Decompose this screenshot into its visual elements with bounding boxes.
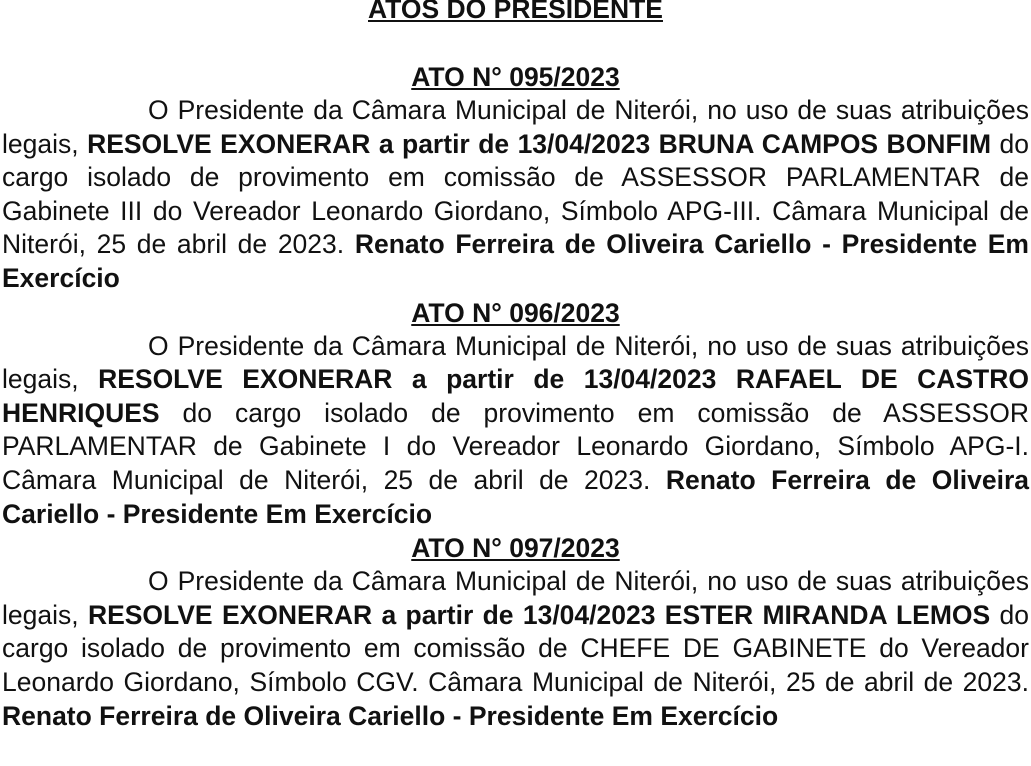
ato-signature: Renato Ferreira de Oliveira Cariello - Presidente Em Exercício xyxy=(2,700,779,731)
ato-intro: O Presidente da Câmara Municipal de Niterói, no uso de suas atribuições legais, xyxy=(2,330,1029,395)
ato-095 xyxy=(2,60,1029,296)
ato-title: ATO N° 096/2023 xyxy=(411,297,620,328)
ato-body xyxy=(2,565,1029,733)
ato-action: RESOLVE EXONERAR a partir de 13/04/2023 RAFAEL DE CASTRO HENRIQUES xyxy=(2,364,1029,428)
ato-title: ATO N° 095/2023 xyxy=(411,62,620,92)
ato-096 xyxy=(2,296,1029,532)
ato-details: do cargo isolado de provimento em comissão de ASSESSOR PARLAMENTAR de Gabinete I do Vereador Leonardo Giordano, Símbolo APG-I. Câmara Municipal de Niterói, 25 de abril de 2023. xyxy=(2,397,1029,495)
ato-signature: Renato Ferreira de Oliveira Cariello - Presidente Em Exercício xyxy=(2,464,1030,529)
document-page xyxy=(2,0,1029,733)
ato-body xyxy=(2,330,1029,532)
ato-title: ATO N° 097/2023 xyxy=(411,533,620,564)
ato-details: do cargo isolado de provimento em comissão de CHEFE DE GABINETE do Vereador Leonardo Giordano, Símbolo CGV. Câmara Municipal de Niterói, 25 de abril de 2023. xyxy=(2,599,1029,697)
ato-intro: O Presidente da Câmara Municipal de Niterói, no uso de suas atribuições legais, xyxy=(2,95,1029,159)
ato-details: do cargo isolado de provimento em comissão de ASSESSOR PARLAMENTAR de Gabinete III do Vereador Leonardo Giordano, Símbolo APG-III. Câmara Municipal de Niterói, 25 de abril de 2023. xyxy=(2,128,1030,260)
ato-signature: Renato Ferreira de Oliveira Cariello - Presidente Em Exercício xyxy=(2,229,1029,293)
ato-body xyxy=(2,94,1029,296)
ato-097 xyxy=(2,531,1029,733)
ato-action: RESOLVE EXONERAR a partir de 13/04/2023 BRUNA CAMPOS BONFIM xyxy=(87,128,992,159)
ato-intro: O Presidente da Câmara Municipal de Niterói, no uso de suas atribuições legais, xyxy=(2,566,1029,630)
ato-action: RESOLVE EXONERAR a partir de 13/04/2023 ESTER MIRANDA LEMOS xyxy=(87,599,991,630)
section-title: ATOS DO PRESIDENTE xyxy=(368,0,663,24)
